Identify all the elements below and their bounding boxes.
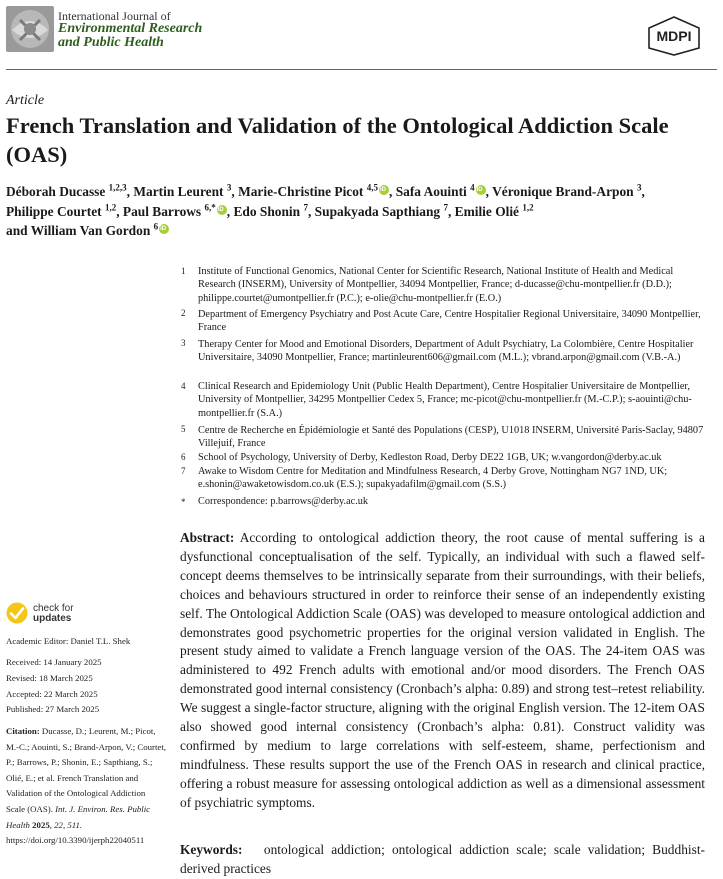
citation-doi-link[interactable]: https://doi.org/10.3390/ijerph22040511 [6, 835, 145, 846]
academic-editor: Academic Editor: Daniel T.L. Shek [6, 636, 131, 646]
header-divider [6, 69, 717, 70]
affiliation-text: Awake to Wisdom Centre for Meditation and Mindfulness Research, 4 Derby Grove, Nottingham NG7 1ND, UK; e.shonin@awaketowisdom.co.uk (E.S.); supakyadafilm@gmail.com (S.S.) [198, 466, 668, 491]
affiliation-number: 1 [181, 266, 186, 276]
affiliation-number: 6 [181, 452, 186, 462]
orcid-icon[interactable] [159, 224, 169, 234]
author-name: Martin Leurent [133, 184, 224, 199]
citation-volume: , 22, 511. [49, 819, 83, 830]
author-name: Déborah Ducasse [6, 184, 106, 199]
check-updates-line1: check for [33, 603, 74, 614]
citation-text: Ducasse, D.; Leurent, M.; Picot, M.-C.; Aouinti, S.; Brand-Arpon, V.; Courtet, P.; Barrows, P.; Shonin, E.; Sapthiang, S.; Olié, E.; et al. French Translation and Validation of the Ontological Addiction Scale (OAS). [6, 726, 166, 814]
author [123, 204, 227, 219]
author [31, 223, 169, 238]
check-updates-line2: updates [33, 613, 72, 624]
author-name: Marie-Christine Picot [238, 184, 364, 199]
author-affiliation-marks: 4,5 [366, 182, 378, 193]
author-affiliation-marks: 3 [636, 182, 642, 193]
affiliation-text: Clinical Research and Epidemiology Unit (Public Health Department), Centre Hospitalier Universitaire de Montpellier, University of Montpellier, 34295 Montpellier Cedex 5, France; mc-picot@chu-montpellier.fr (M.-C.P.); s-aouinti@chu-montpellier.fr (S.A.) [198, 381, 692, 419]
mdpi-logo-icon [646, 16, 702, 56]
affiliation-text: Centre de Recherche en Épidémiologie et Santé des Populations (CESP), U1018 INSERM, Université Paris-Saclay, 94807 Villejuif, France [198, 425, 704, 450]
affiliation-number: 3 [181, 338, 186, 348]
journal-logo [6, 6, 54, 52]
article-title: French Translation and Validation of the Ontological Addiction Scale (OAS) [6, 113, 669, 167]
citation [6, 724, 166, 849]
author [455, 204, 534, 219]
affiliation-number: * [181, 497, 186, 507]
author [315, 204, 448, 219]
keywords-text: ontological addiction; ontological addiction scale; scale validation; Buddhist-derived practices [180, 842, 706, 876]
abstract [180, 529, 705, 813]
mdpi-logo [646, 16, 702, 56]
abstract-label: Abstract: [180, 530, 235, 545]
received-date: Received: 14 January 2025 [6, 657, 102, 667]
affiliation-text: Therapy Center for Mood and Emotional Disorders, Department of Adult Psychiatry, La Colombière, Centre Hospitalier Universitaire, 34090 Montpellier, France; martinleurent606@gmail.com (M.L.); vbrand.arpon@gmail.com (V.B.-A.) [198, 339, 694, 364]
journal-name-line3: and Public Health [58, 35, 164, 50]
author [6, 184, 127, 199]
keywords-label: Keywords: [180, 842, 243, 857]
author [396, 184, 486, 199]
citation-year: 2025 [32, 819, 50, 830]
orcid-icon[interactable] [217, 205, 227, 215]
author-name: Edo Shonin [233, 203, 301, 219]
author [238, 184, 389, 199]
keywords [180, 841, 705, 879]
orcid-icon[interactable] [379, 185, 389, 195]
abstract-text: According to ontological addiction theory, the root cause of mental suffering is a dysfunctional conceptualisation of the self. Typically, an individual with such a flawed self-concept deems themselves to be intrinsically separate from their surroundings, with their beliefs, choices and behaviours structured in order to reinforce their sense of an independently existing self. The Ontological Addiction Scale (OAS) was developed to measure ontological addiction and demonstrates good psychometric properties for the original version validated in English. The present study aimed to validate a French language version of the OAS. The 24-item OAS was administered to 492 French adults with emotional and/or mood disorders. The French OAS demonstrated good internal consistency (Cronbach’s alpha: 0.89) and strong test–retest reliability. We suggest a single-factor structure, aligning with the original English version. The 12-item OAS also showed good internal consistency (Cronbach’s alpha: 0.81). Construct validity was confirmed by medium to large correlations with self-esteem, shame, perfectionism and mindfulness. These results support the use of the French OAS in research and clinical practice, offering a robust measure for assessing ontological addiction as well as a dimensional assessment of psychiatric symptoms. [180, 530, 705, 810]
check-updates-icon [6, 602, 28, 624]
journal-name-line1: International Journal of [58, 9, 171, 23]
affiliation-text: Correspondence: p.barrows@derby.ac.uk [198, 496, 369, 507]
author-list: Déborah Ducasse $^{1,2,3}$, Martin Leurent $^3$, Marie-Christine Picot $^{4,5}$iD , Safa Aouinti $^4$iD , Véronique Brand-Arpon $^3$, Philippe Courtet $^{1,2}$, Paul Barrows $^{6,*}$iD , Edo Shonin $^7$, Supakyada Sapthiang $^7$, Emilie Olié $^{1,2}$ and William Van Gordon $^6$iD [6, 182, 718, 241]
author-affiliation-marks: 4 [470, 182, 475, 193]
affiliation-number: 7 [181, 466, 186, 476]
author [492, 184, 641, 199]
author-name: Véronique Brand-Arpon [492, 184, 634, 199]
orcid-icon[interactable] [476, 185, 486, 195]
author [6, 204, 116, 219]
affiliation-number: 4 [181, 381, 186, 391]
author-affiliation-marks: 6 [153, 221, 159, 232]
affiliation-text: Institute of Functional Genomics, National Center for Scientific Research, National Institute of Health and Medical Research (INSERM), University of Montpellier, 34094 Montpellier, France; d-ducasse@chu-montpellier.fr (D.D.); philippe.courtet@umontpellier.fr (P.C.); e-olie@chu-montpellier.fr (E.O.) [198, 266, 674, 304]
accepted-date: Accepted: 22 March 2025 [6, 689, 98, 699]
author-name: Philippe Courtet [6, 203, 102, 219]
affiliation-number: 5 [181, 424, 186, 434]
author-affiliation-marks: 6,* [204, 202, 216, 213]
author [133, 184, 231, 199]
citation-label: Citation: [6, 726, 40, 736]
journal-name-line2: Environmental Research [58, 21, 203, 36]
author-affiliation-marks: 1,2 [104, 202, 117, 213]
author-name: Emilie Olié [454, 203, 519, 219]
author-name: William Van Gordon [30, 223, 151, 238]
affiliation-number: 2 [181, 308, 186, 318]
author-name: Paul Barrows [122, 203, 202, 219]
author-affiliation-marks: 1,2,3 [108, 182, 127, 193]
author-name: Safa Aouinti [395, 184, 467, 199]
affiliation-text: Department of Emergency Psychiatry and Post Acute Care, Centre Hospitalier Regional Universitaire, 34090 Montpellier, France [198, 309, 701, 334]
citation-journal: Int. J. Environ. Res. Public Health [6, 803, 151, 830]
revised-date: Revised: 18 March 2025 [6, 673, 93, 683]
published-date: Published: 27 March 2025 [6, 704, 100, 714]
author-affiliation-marks: 3 [226, 182, 232, 193]
author [233, 204, 308, 219]
journal-logo-icon [6, 6, 54, 52]
author-affiliation-marks: 7 [443, 202, 448, 213]
publisher-label: MDPI [656, 28, 692, 44]
author-affiliation-marks: 1,2 [522, 202, 534, 213]
author-affiliation-marks: 7 [303, 202, 308, 213]
article-type: Article [6, 93, 45, 108]
author-name: Supakyada Sapthiang [314, 203, 441, 219]
affiliation-text: School of Psychology, University of Derby, Kedleston Road, Derby DE22 1GB, UK; w.vangordon@derby.ac.uk [198, 452, 662, 463]
